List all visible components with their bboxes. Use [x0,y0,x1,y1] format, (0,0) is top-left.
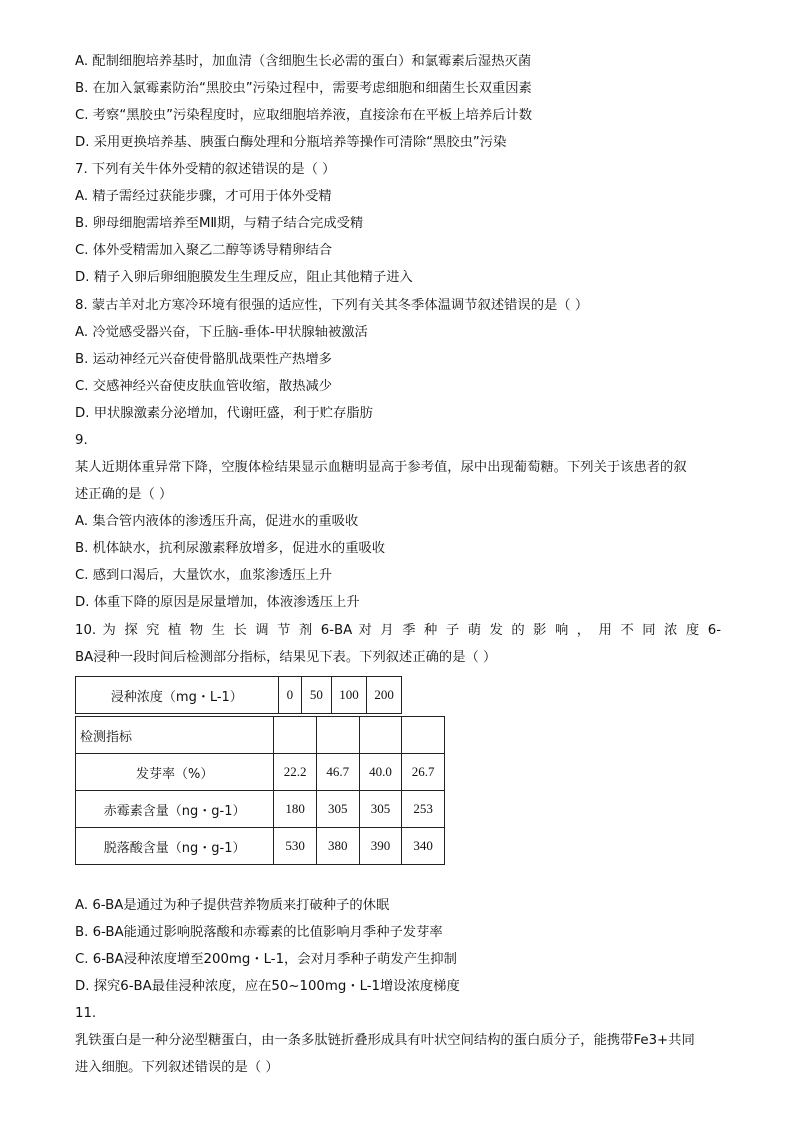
question-11-stem-cont: 进入细胞。下列叙述错误的是（ ） [75,1060,279,1075]
row-label: 脱落酸含量（ng・g-1） [76,828,274,865]
option-line: A. 配制细胞培养基时，加血清（含细胞生长必需的蛋白）和氯霉素后湿热灭菌 [75,54,532,69]
question-9-number: 9. [75,433,88,448]
cell-value: 180 [274,791,317,828]
concentration-value: 100 [331,677,367,714]
cell-value: 380 [316,828,359,865]
cell-value: 340 [402,828,445,865]
question-7-stem: 7. 下列有关牛体外受精的叙述错误的是（ ） [75,162,336,177]
option-line: A. 集合管内液体的渗透压升高，促进水的重吸收 [75,514,359,529]
question-11-number: 11. [75,1006,97,1021]
option-line: B. 运动神经元兴奋使骨骼肌战栗性产热增多 [75,352,332,367]
concentration-value: 50 [302,677,332,714]
cell-value: 390 [359,828,402,865]
option-line: D. 精子入卵后卵细胞膜发生生理反应，阻止其他精子进入 [75,270,413,285]
cell-value: 305 [316,791,359,828]
option-line: C. 考察“黑胶虫”污染程度时，应取细胞培养液，直接涂布在平板上培养后计数 [75,108,533,123]
table-row [76,828,445,865]
question-8-stem: 8. 蒙古羊对北方寒冷环境有很强的适应性，下列有关其冬季体温调节叙述错误的是（ ） [75,298,589,313]
option-line: B. 在加入氯霉素防治“黑胶虫”污染过程中，需要考虑细胞和细菌生长双重因素 [75,81,532,96]
cell-value: 530 [274,828,317,865]
cell-value: 46.7 [316,754,359,791]
option-line: A. 冷觉感受器兴奋，下丘脑-垂体-甲状腺轴被激活 [75,325,368,340]
cell-value: 253 [402,791,445,828]
option-line: A. 6-BA是通过为种子提供营养物质来打破种子的休眠 [75,898,390,913]
option-line: D. 探究6-BA最佳浸种浓度，应在50~100mg・L-1增设浓度梯度 [75,979,460,994]
cell-value: 26.7 [402,754,445,791]
table-row [76,791,445,828]
question-10-stem: 10. 为 探 究 植 物 生 长 调 节 剂 6-BA 对 月 季 种 子 萌 发 的 影 响 ， 用 不 同 浓 度 6- [75,623,721,638]
concentration-header-table [75,676,402,714]
concentration-label: 浸种浓度（mg・L-1） [76,677,279,714]
cell-value: 22.2 [274,754,317,791]
cell-value: 40.0 [359,754,402,791]
data-table [75,716,445,865]
option-line: C. 体外受精需加入聚乙二醇等诱导精卵结合 [75,243,333,258]
section-label: 检测指标 [76,717,274,754]
question-9-stem: 某人近期体重异常下降，空腹体检结果显示血糖明显高于参考值，尿中出现葡萄糖。下列关于该患者的叙 [75,460,687,475]
option-line: C. 6-BA浸种浓度增至200mg・L-1，会对月季种子萌发产生抑制 [75,952,457,967]
option-line: D. 采用更换培养基、胰蛋白酶处理和分瓶培养等操作可清除“黑胶虫”污染 [75,135,507,150]
option-line: D. 甲状腺激素分泌增加，代谢旺盛，利于贮存脂肪 [75,406,373,421]
row-label: 发芽率（%） [76,754,274,791]
question-10-stem-cont: BA浸种一段时间后检测部分指标，结果见下表。下列叙述正确的是（ ） [75,650,497,665]
option-line: D. 体重下降的原因是尿量增加，体液渗透压上升 [75,595,360,610]
concentration-value: 0 [278,677,301,714]
option-line: B. 机体缺水，抗利尿激素释放增多，促进水的重吸收 [75,541,386,556]
concentration-value: 200 [367,677,402,714]
option-line: C. 交感神经兴奋使皮肤血管收缩，散热减少 [75,379,333,394]
option-line: B. 6-BA能通过影响脱落酸和赤霉素的比值影响月季种子发芽率 [75,925,443,940]
option-line: B. 卵母细胞需培养至MⅡ期，与精子结合完成受精 [75,216,364,231]
option-line: A. 精子需经过获能步骤，才可用于体外受精 [75,189,332,204]
table-row [76,754,445,791]
row-label: 赤霉素含量（ng・g-1） [76,791,274,828]
cell-value: 305 [359,791,402,828]
question-9-stem-cont: 述正确的是（ ） [75,487,173,502]
option-line: C. 感到口渴后，大量饮水，血浆渗透压上升 [75,568,333,583]
question-11-stem: 乳铁蛋白是一种分泌型糖蛋白，由一条多肽链折叠形成具有叶状空间结构的蛋白质分子，能携带Fe3+共同 [75,1033,695,1048]
